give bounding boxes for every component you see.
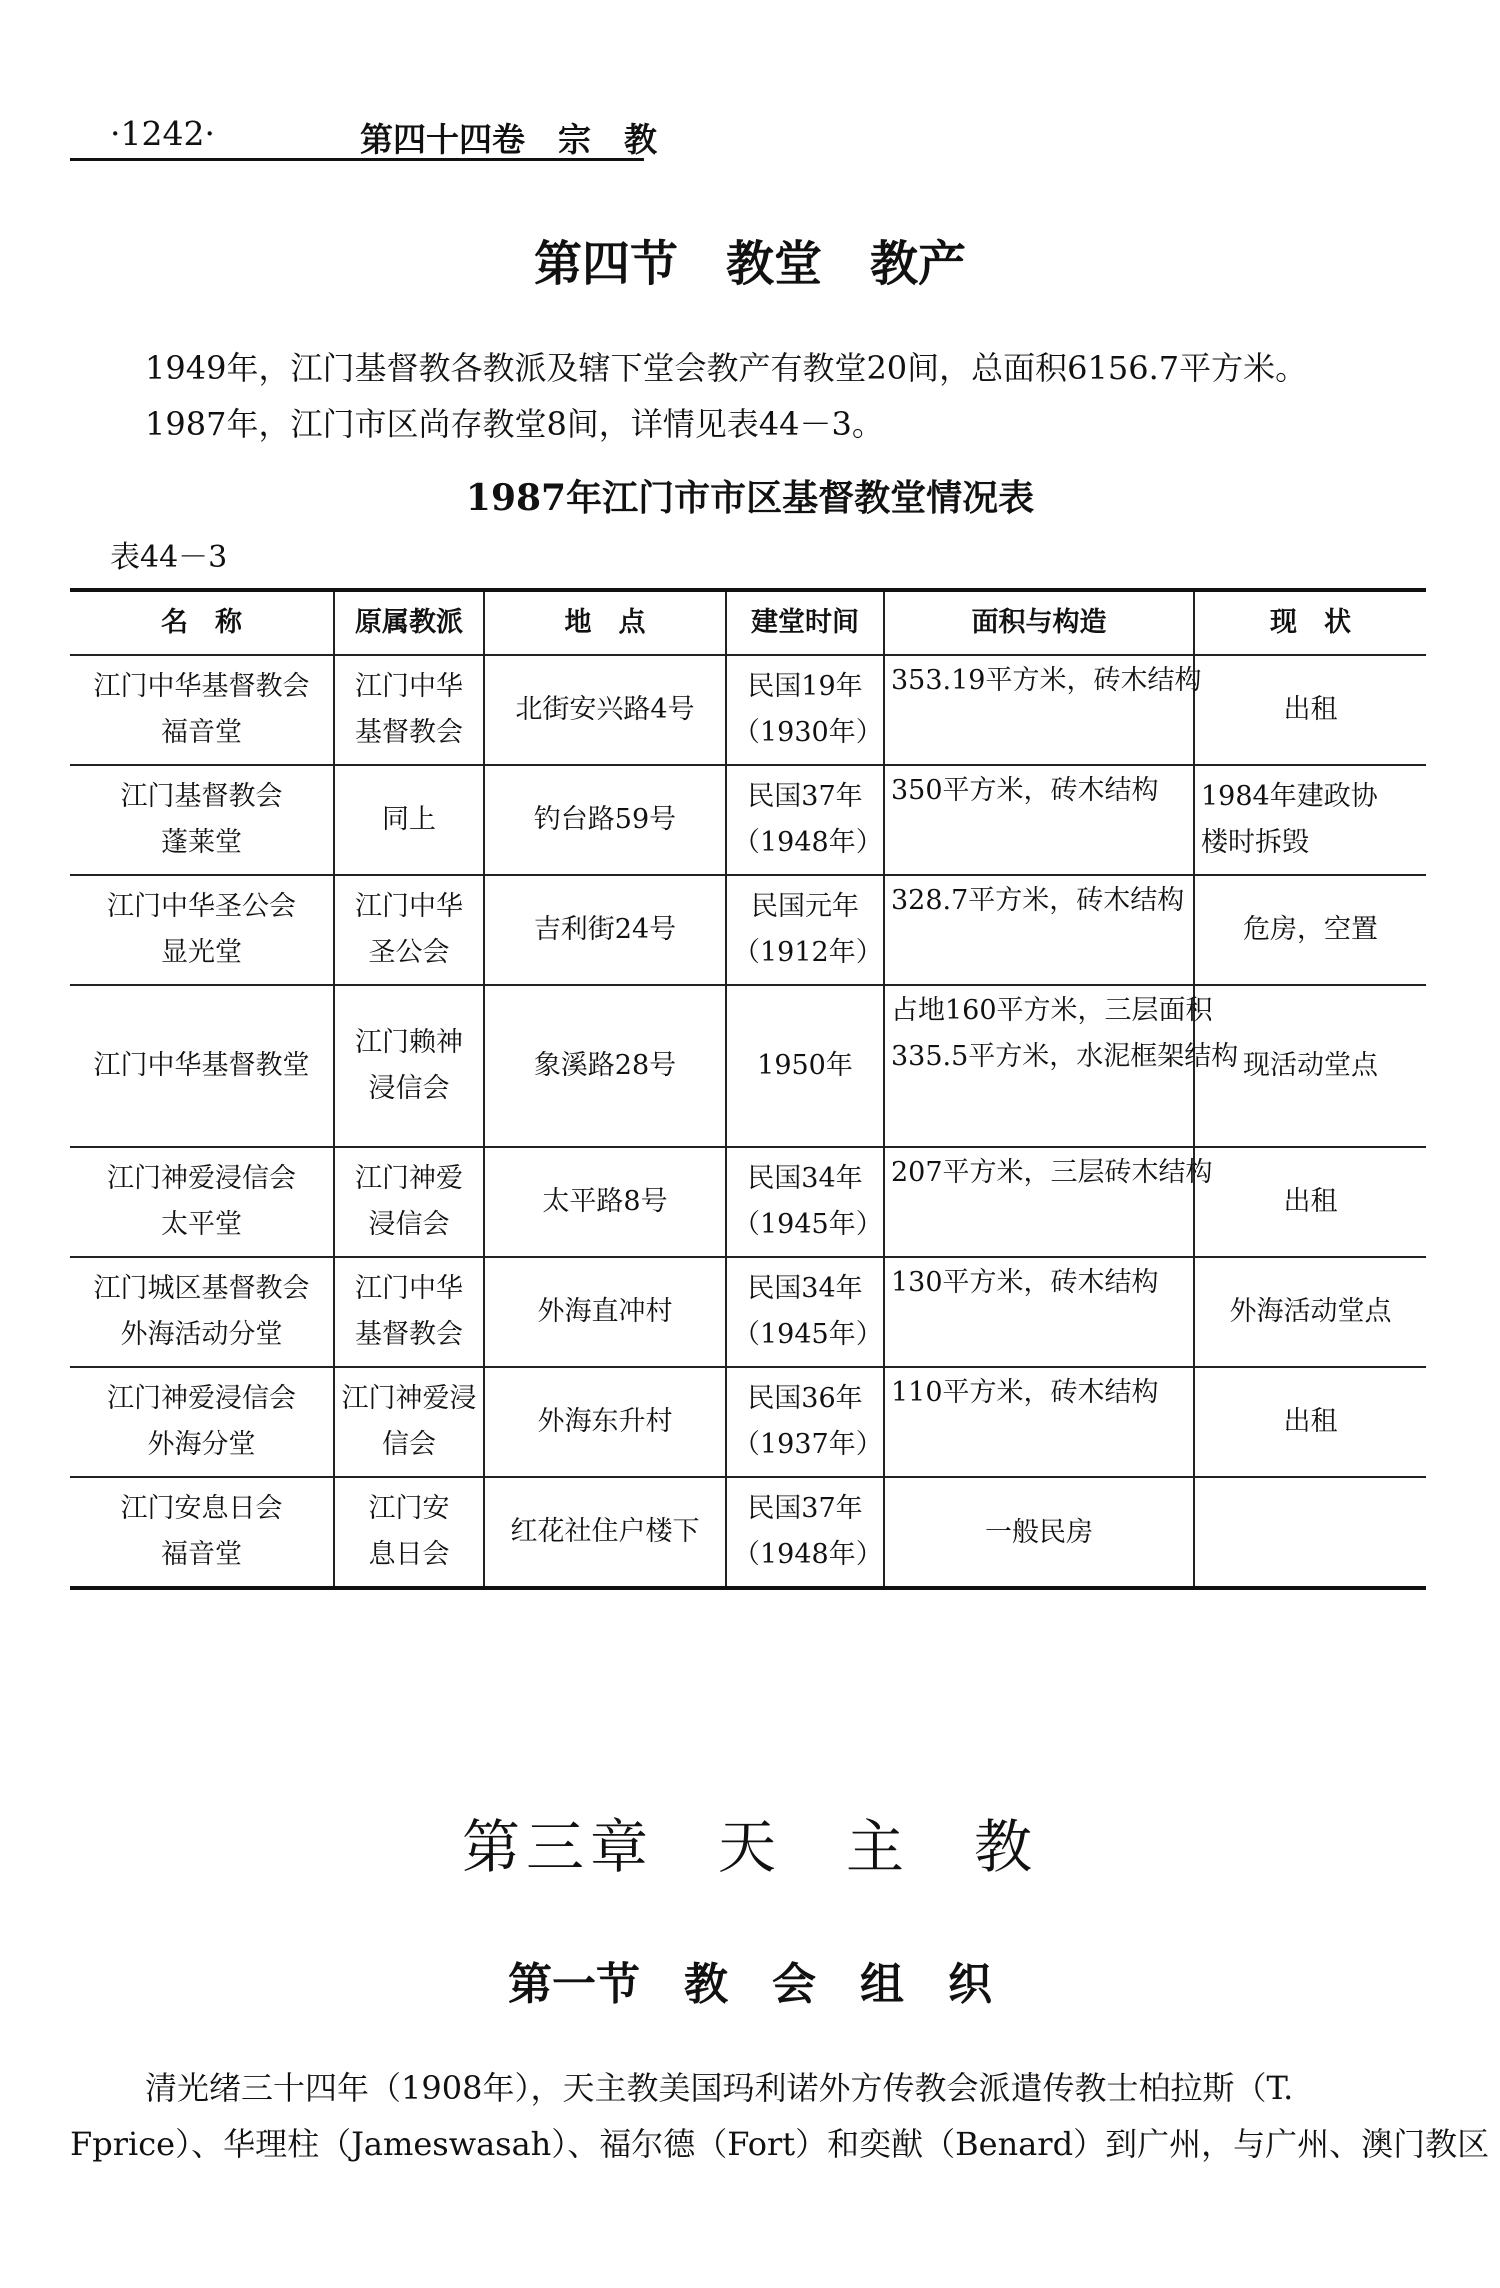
status-cell: 现活动堂点 bbox=[1194, 985, 1426, 1147]
area-cell: 353.19平方米，砖木结构 bbox=[884, 655, 1194, 765]
area-cell: 130平方米，砖木结构 bbox=[884, 1257, 1194, 1367]
church-name-cell: 江门神爱浸信会 外海分堂 bbox=[70, 1367, 334, 1477]
location-cell: 钓台路59号 bbox=[484, 765, 726, 875]
denomination-cell: 江门赖神 浸信会 bbox=[334, 985, 484, 1147]
table-row bbox=[70, 655, 1426, 765]
area-cell: 328.7平方米，砖木结构 bbox=[884, 875, 1194, 985]
column-header: 现 状 bbox=[1194, 590, 1426, 655]
built-cell: 民国19年 （1930年） bbox=[726, 655, 884, 765]
church-name-cell: 江门安息日会 福音堂 bbox=[70, 1477, 334, 1588]
location-cell: 北街安兴路4号 bbox=[484, 655, 726, 765]
table-label: 表44－3 bbox=[110, 540, 228, 575]
paragraph-line: 1987年，江门市区尚存教堂8间，详情见表44－3。 bbox=[145, 405, 884, 443]
status-cell: 外海活动堂点 bbox=[1194, 1257, 1426, 1367]
paragraph-line: Fprice）、华理柱（Jameswasah）、福尔德（Fort）和奕猷（Benard）到广州，与广州、澳门教区 bbox=[70, 2125, 1490, 2163]
area-cell: 一般民房 bbox=[884, 1477, 1194, 1588]
chapter-title: 第三章 天 主 教 bbox=[461, 1813, 1038, 1881]
table-row bbox=[70, 1477, 1426, 1588]
column-header: 面积与构造 bbox=[884, 590, 1194, 655]
status-cell: 1984年建政协 楼时拆毁 bbox=[1194, 765, 1426, 875]
area-cell: 110平方米，砖木结构 bbox=[884, 1367, 1194, 1477]
location-cell: 太平路8号 bbox=[484, 1147, 726, 1257]
denomination-cell: 江门安 息日会 bbox=[334, 1477, 484, 1588]
church-name-cell: 江门中华基督教堂 bbox=[70, 985, 334, 1147]
church-name-cell: 江门神爱浸信会 太平堂 bbox=[70, 1147, 334, 1257]
table-row bbox=[70, 1367, 1426, 1477]
column-header: 地 点 bbox=[484, 590, 726, 655]
location-cell: 吉利街24号 bbox=[484, 875, 726, 985]
status-cell: 危房，空置 bbox=[1194, 875, 1426, 985]
column-header: 原属教派 bbox=[334, 590, 484, 655]
table-title: 1987年江门市市区基督教堂情况表 bbox=[465, 477, 1035, 519]
denomination-cell: 江门神爱浸 信会 bbox=[334, 1367, 484, 1477]
status-cell: 出租 bbox=[1194, 1367, 1426, 1477]
column-header: 建堂时间 bbox=[726, 590, 884, 655]
table-row bbox=[70, 1257, 1426, 1367]
built-cell: 1950年 bbox=[726, 985, 884, 1147]
area-cell: 350平方米，砖木结构 bbox=[884, 765, 1194, 875]
location-cell: 外海东升村 bbox=[484, 1367, 726, 1477]
area-cell: 207平方米，三层砖木结构 bbox=[884, 1147, 1194, 1257]
column-header: 名 称 bbox=[70, 590, 334, 655]
paragraph-line: 1949年，江门基督教各教派及辖下堂会教产有教堂20间，总面积6156.7平方米。 bbox=[145, 349, 1308, 387]
page-number: ·1242· bbox=[110, 114, 215, 153]
built-cell: 民国37年 （1948年） bbox=[726, 1477, 884, 1588]
section-paragraph bbox=[70, 2060, 1490, 2172]
denomination-cell: 江门中华 圣公会 bbox=[334, 875, 484, 985]
church-name-cell: 江门基督教会 蓬莱堂 bbox=[70, 765, 334, 875]
location-cell: 外海直冲村 bbox=[484, 1257, 726, 1367]
church-table bbox=[70, 588, 1426, 1590]
denomination-cell: 江门中华 基督教会 bbox=[334, 655, 484, 765]
church-name-cell: 江门中华基督教会 福音堂 bbox=[70, 655, 334, 765]
volume-title: 第四十四卷 宗 教 bbox=[360, 120, 657, 159]
denomination-cell: 同上 bbox=[334, 765, 484, 875]
built-cell: 民国元年 （1912年） bbox=[726, 875, 884, 985]
table-header-row bbox=[70, 590, 1426, 655]
church-name-cell: 江门城区基督教会 外海活动分堂 bbox=[70, 1257, 334, 1367]
status-cell bbox=[1194, 1477, 1426, 1588]
running-header bbox=[70, 110, 657, 161]
location-cell: 象溪路28号 bbox=[484, 985, 726, 1147]
built-cell: 民国36年 （1937年） bbox=[726, 1367, 884, 1477]
built-cell: 民国34年 （1945年） bbox=[726, 1257, 884, 1367]
built-cell: 民国34年 （1945年） bbox=[726, 1147, 884, 1257]
status-cell: 出租 bbox=[1194, 1147, 1426, 1257]
area-cell: 占地160平方米，三层面积 335.5平方米，水泥框架结构 bbox=[884, 985, 1194, 1147]
table-row bbox=[70, 1147, 1426, 1257]
location-cell: 红花社住户楼下 bbox=[484, 1477, 726, 1588]
paragraph-line: 清光绪三十四年（1908年），天主教美国玛利诺外方传教会派遣传教士柏拉斯（T. bbox=[145, 2069, 1294, 2107]
denomination-cell: 江门中华 基督教会 bbox=[334, 1257, 484, 1367]
section-title: 第一节 教 会 组 织 bbox=[508, 1959, 992, 2010]
denomination-cell: 江门神爱 浸信会 bbox=[334, 1147, 484, 1257]
status-cell: 出租 bbox=[1194, 655, 1426, 765]
section-title: 第四节 教堂 教产 bbox=[533, 236, 966, 292]
section-paragraph bbox=[145, 340, 1435, 452]
table-row bbox=[70, 765, 1426, 875]
church-name-cell: 江门中华圣公会 显光堂 bbox=[70, 875, 334, 985]
built-cell: 民国37年 （1948年） bbox=[726, 765, 884, 875]
table-row bbox=[70, 985, 1426, 1147]
table-row bbox=[70, 875, 1426, 985]
